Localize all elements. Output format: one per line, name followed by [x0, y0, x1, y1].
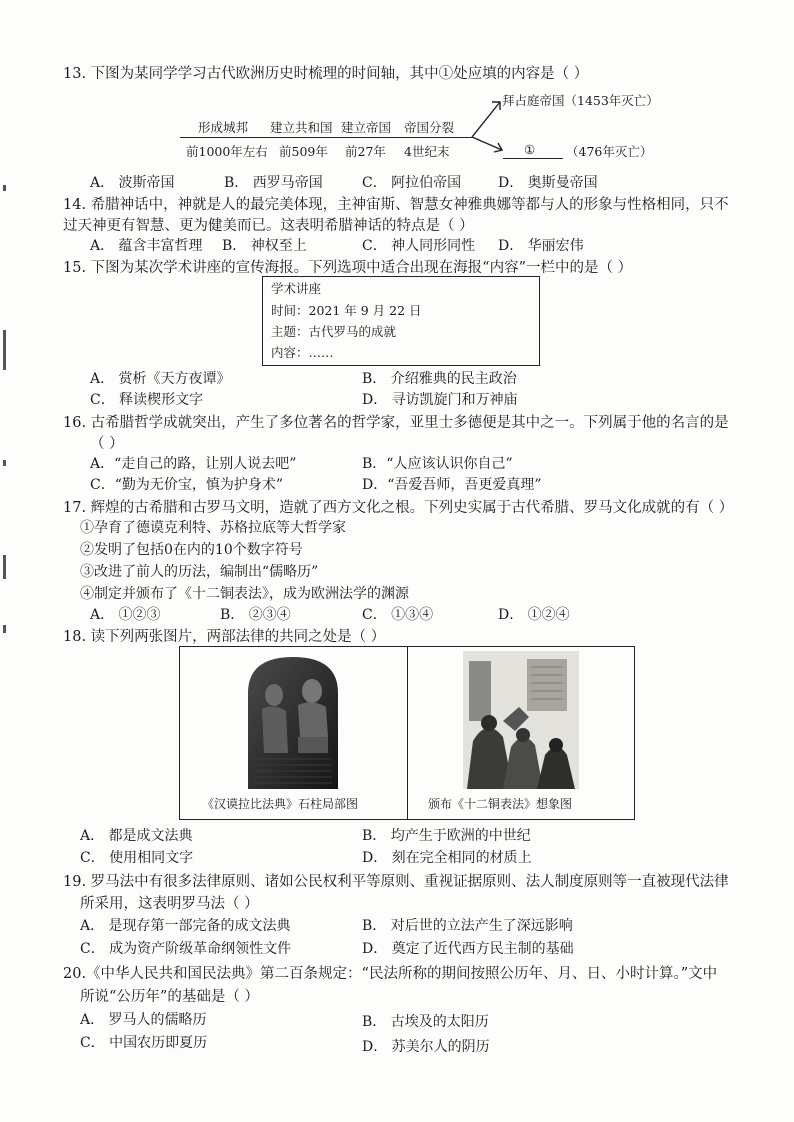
margin-mark [3, 625, 6, 633]
timeline-axis [180, 137, 472, 138]
q17-item-2: ②发明了包括0在内的10个数字符号 [80, 542, 303, 558]
timeline-blank-underline [503, 158, 563, 159]
poster-content: 内容：…… [271, 345, 334, 360]
q17-option-c[interactable]: C． ①③④ [362, 607, 434, 623]
margin-mark [3, 555, 6, 579]
poster-title: 学术讲座 [271, 281, 322, 296]
q13-option-d[interactable]: D． 奥斯曼帝国 [498, 175, 598, 191]
q19-option-d[interactable]: D． 奠定了近代西方民主制的基础 [362, 941, 574, 957]
q17-option-a[interactable]: A． ①②③ [90, 607, 161, 623]
timeline-date: 前27年 [345, 144, 386, 159]
q15-stem: 15. 下图为某次学术讲座的宣传海报。下列选项中适合出现在海报“内容”一栏中的是（ ） [63, 260, 633, 276]
timeline-event: 形成城邦 [198, 120, 249, 135]
q15-option-d[interactable]: D． 寻访凯旋门和万神庙 [362, 392, 518, 408]
q18-option-b[interactable]: B． 均产生于欧洲的中世纪 [362, 828, 531, 844]
timeline-date: 4世纪末 [404, 144, 450, 159]
margin-mark [3, 185, 6, 191]
timeline-branch-note: （476年灭亡） [566, 144, 653, 159]
q13-stem: 13. 下图为某同学学习古代欧洲历史时梳理的时间轴，其中①处应填的内容是（ ） [63, 66, 589, 82]
margin-mark [3, 460, 6, 466]
q16-option-d[interactable]: D．“吾爱吾师，吾更爱真理” [362, 477, 542, 493]
q14-stem-line1: 14. 希腊神话中，神就是人的最完美体现，主神宙斯、智慧女神雅典娜等都与人的形象与性格相同，只不 [63, 197, 729, 213]
q20-stem-line1: 20.《中华人民共和国民法典》第二百条规定：“民法所称的期间按照公历年、月、日、小时计算。”文中 [63, 966, 718, 982]
q18-stem: 18. 读下列两张图片，两部法律的共同之处是（ ） [63, 629, 386, 645]
poster-time: 时间：2021 年 9 月 22 日 [271, 303, 422, 318]
q16-option-c[interactable]: C．“勤为无价宝，慎为护身术” [90, 477, 284, 493]
q20-stem-line2: 所说“公历年”的基础是（ ） [80, 989, 259, 1005]
twelve-tables-image [463, 651, 579, 789]
q15-option-c[interactable]: C． 释读楔形文字 [90, 392, 204, 408]
q18-option-d[interactable]: D． 刻在完全相同的材质上 [362, 850, 532, 866]
q17-option-b[interactable]: B． ②③④ [220, 607, 291, 623]
timeline-date: 前509年 [279, 144, 328, 159]
q15-option-b[interactable]: B． 介绍雅典的民主政治 [362, 371, 517, 387]
q16-option-a[interactable]: A．“走自己的路，让别人说去吧” [90, 456, 297, 472]
q16-option-b[interactable]: B．“人应该认识你自己” [362, 456, 513, 472]
q19-stem-line1: 19. 罗马法中有很多法律原则、诸如公民权利平等原则、重视证据原则、法人制度原则等一直被现代法律 [63, 874, 729, 890]
q17-option-d[interactable]: D． ①②④ [498, 607, 570, 623]
q18-option-c[interactable]: C． 使用相同文字 [80, 850, 194, 866]
timeline-event: 建立共和国 [270, 120, 333, 135]
timeline-branch-byzantine: 拜占庭帝国（1453年灭亡） [502, 93, 659, 108]
figure-divider [407, 647, 408, 819]
q14-option-b[interactable]: B． 神权至上 [222, 238, 307, 254]
margin-mark [3, 330, 6, 370]
q20-option-c[interactable]: C． 中国农历即夏历 [80, 1035, 208, 1051]
q17-item-3: ③改进了前人的历法，编制出“儒略历” [80, 564, 319, 580]
q16-stem-line2: （ ） [90, 436, 124, 452]
q13-option-a[interactable]: A． 波斯帝国 [90, 175, 175, 191]
hammurabi-caption: 《汉谟拉比法典》石柱局部图 [202, 797, 359, 811]
twelve-tables-caption: 颁布《十二铜表法》想象图 [428, 797, 573, 811]
q16-stem-line1: 16. 古希腊哲学成就突出，产生了多位著名的哲学家，亚里士多德便是其中之一。下列属于他的名言的是 [63, 415, 729, 431]
timeline-blank-marker: ① [524, 142, 536, 157]
q20-option-d[interactable]: D． 苏美尔人的阴历 [362, 1039, 490, 1055]
hammurabi-stele-image [234, 653, 352, 791]
q13-option-b[interactable]: B． 西罗马帝国 [224, 175, 323, 191]
q14-option-d[interactable]: D． 华丽宏伟 [498, 238, 584, 254]
poster-topic: 主题：古代罗马的成就 [271, 324, 397, 339]
q19-stem-line2: 所采用，这表明罗马法（ ） [80, 896, 259, 912]
q17-item-4: ④制定并颁布了《十二铜表法》，成为欧洲法学的渊源 [80, 586, 409, 602]
q18-option-a[interactable]: A． 都是成文法典 [80, 828, 193, 844]
timeline-date: 前1000年左右 [186, 144, 268, 159]
q14-stem-line2: 过天神更有智慧、更为健美而已。这表明希腊神话的特点是（ ） [63, 218, 474, 234]
timeline-event: 帝国分裂 [404, 120, 455, 135]
q14-option-c[interactable]: C． 神人同形同性 [362, 238, 476, 254]
q20-option-a[interactable]: A． 罗马人的儒略历 [80, 1012, 207, 1028]
q19-option-a[interactable]: A． 是现存第一部完备的成文法典 [80, 918, 291, 934]
timeline-event: 建立帝国 [341, 120, 392, 135]
q14-option-a[interactable]: A． 蕴含丰富哲理 [90, 238, 203, 254]
q20-option-b[interactable]: B． 古埃及的太阳历 [362, 1014, 489, 1030]
q18-figure [179, 646, 635, 820]
q19-option-b[interactable]: B． 对后世的立法产生了深远影响 [362, 918, 573, 934]
q19-option-c[interactable]: C． 成为资产阶级革命纲领性文件 [80, 941, 292, 957]
q15-option-a[interactable]: A． 赏析《天方夜谭》 [90, 371, 231, 387]
q15-poster [262, 276, 540, 366]
q17-item-1: ①孕育了德谟克利特、苏格拉底等大哲学家 [80, 520, 346, 536]
q13-option-c[interactable]: C． 阿拉伯帝国 [362, 175, 462, 191]
q17-stem: 17. 辉煌的古希腊和古罗马文明，造就了西方文化之根。下列史实属于古代希腊、罗马文化成就的有（ ） [63, 500, 734, 516]
